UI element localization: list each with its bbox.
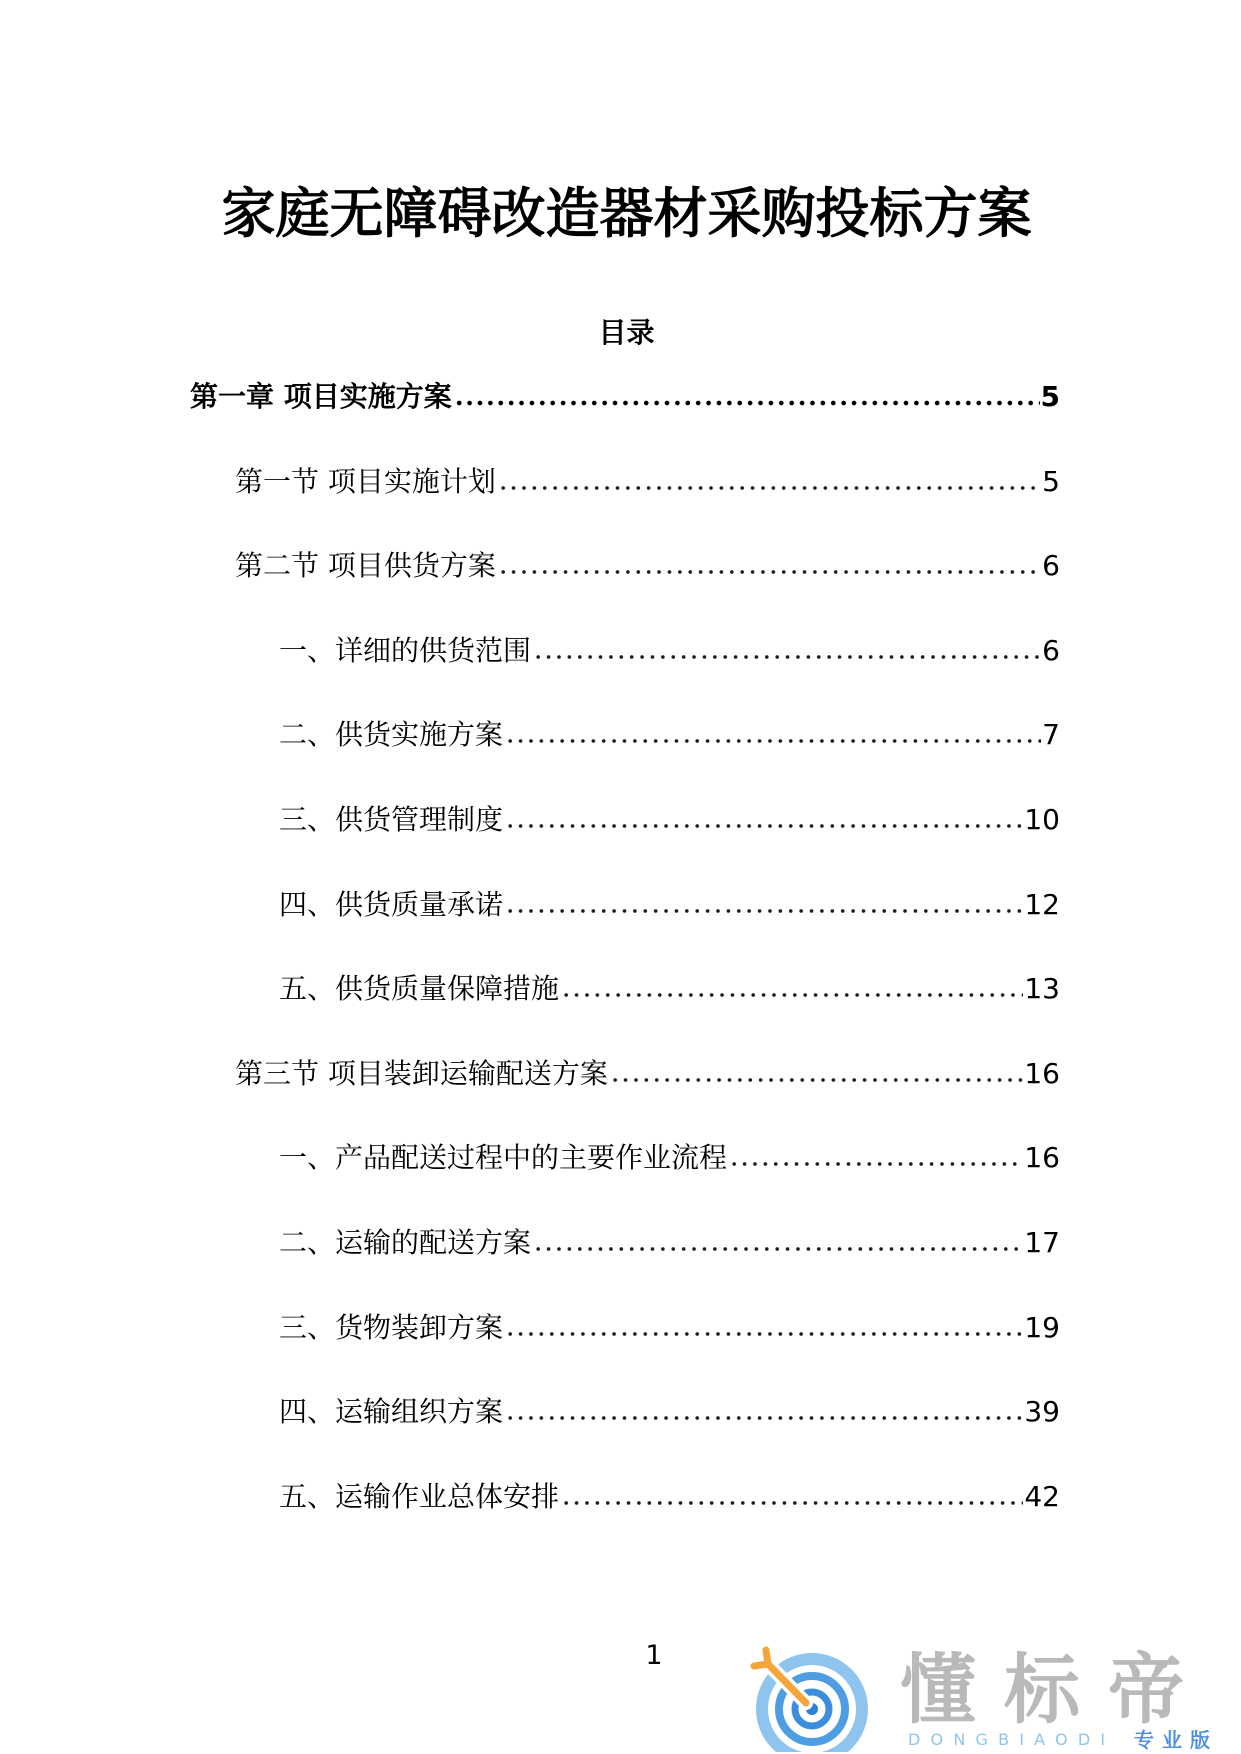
toc-entry-page-number: 16	[1024, 1141, 1060, 1175]
toc-entry-page-number: 6	[1042, 633, 1060, 667]
table-of-contents	[0, 355, 1060, 1539]
toc-entry-subsection[interactable]	[0, 1286, 1060, 1371]
toc-entry-page-number: 10	[1024, 802, 1060, 836]
toc-entry-page-number: 7	[1042, 718, 1060, 752]
toc-entry-page-number: 16	[1024, 1056, 1060, 1090]
toc-leader-dots	[505, 823, 1023, 829]
watermark-brand-name: 懂标帝	[900, 1645, 1212, 1734]
footer-page-number: 1	[645, 1640, 663, 1671]
brand-logo-icon	[742, 1640, 882, 1752]
toc-entry-label: 四、供货质量承诺	[279, 887, 504, 921]
toc-entry-section[interactable]	[0, 1032, 1060, 1117]
toc-entry-page-number: 6	[1042, 549, 1060, 583]
toc-entry-page-number: 12	[1024, 887, 1060, 921]
watermark-edition-label: 专业版	[1134, 1728, 1218, 1752]
watermark-brand-pinyin: DONGBIAODI	[908, 1730, 1116, 1749]
toc-leader-dots	[561, 992, 1023, 998]
toc-entry-label: 四、运输组织方案	[279, 1395, 504, 1429]
toc-leader-dots	[533, 654, 1041, 660]
toc-leader-dots	[561, 1500, 1023, 1506]
toc-entry-page-number: 17	[1024, 1225, 1060, 1259]
toc-entry-page-number: 5	[1042, 464, 1060, 498]
toc-entry-label: 三、供货管理制度	[279, 802, 504, 836]
toc-entry-subsection[interactable]	[0, 1370, 1060, 1455]
toc-entry-label: 第一节 项目实施计划	[235, 464, 496, 498]
toc-entry-label: 第二节 项目供货方案	[235, 549, 496, 583]
toc-entry-section[interactable]	[0, 524, 1060, 609]
toc-entry-label: 一、详细的供货范围	[279, 633, 532, 667]
toc-entry-subsection[interactable]	[0, 609, 1060, 694]
toc-entry-label: 二、供货实施方案	[279, 718, 504, 752]
toc-leader-dots	[498, 485, 1041, 491]
toc-entry-subsection[interactable]	[0, 1116, 1060, 1201]
toc-leader-dots	[498, 569, 1041, 575]
toc-entry-subsection[interactable]	[0, 1455, 1060, 1540]
toc-entry-subsection[interactable]	[0, 693, 1060, 778]
toc-entry-subsection[interactable]	[0, 778, 1060, 863]
toc-leader-dots	[505, 1331, 1023, 1337]
toc-entry-label: 五、供货质量保障措施	[279, 972, 560, 1006]
toc-entry-label: 二、运输的配送方案	[279, 1225, 532, 1259]
toc-leader-dots	[610, 1077, 1023, 1083]
toc-entry-subsection[interactable]	[0, 947, 1060, 1032]
toc-entry-subsection[interactable]	[0, 863, 1060, 948]
toc-entry-label: 五、运输作业总体安排	[279, 1479, 560, 1513]
toc-entry-subsection[interactable]	[0, 1201, 1060, 1286]
toc-entry-page-number: 39	[1024, 1395, 1060, 1429]
toc-entry-page-number: 5	[1040, 380, 1060, 413]
toc-entry-label: 一、产品配送过程中的主要作业流程	[279, 1141, 728, 1175]
toc-leader-dots	[729, 1161, 1023, 1167]
toc-leader-dots	[505, 738, 1041, 744]
toc-entry-page-number: 42	[1024, 1479, 1060, 1513]
toc-entry-label: 第一章 项目实施方案	[190, 380, 452, 413]
toc-leader-dots	[505, 1415, 1023, 1421]
toc-leader-dots	[505, 908, 1023, 914]
toc-leader-dots	[533, 1246, 1023, 1252]
toc-entry-label: 第三节 项目装卸运输配送方案	[235, 1056, 608, 1090]
toc-heading: 目录	[598, 316, 655, 349]
document-title: 家庭无障碍改造器材采购投标方案	[221, 182, 1032, 245]
toc-entry-chapter[interactable]	[0, 355, 1060, 440]
toc-entry-section[interactable]	[0, 440, 1060, 525]
toc-entry-label: 三、货物装卸方案	[279, 1310, 504, 1344]
toc-entry-page-number: 13	[1024, 972, 1060, 1006]
toc-entry-page-number: 19	[1024, 1310, 1060, 1344]
toc-leader-dots	[454, 400, 1040, 406]
